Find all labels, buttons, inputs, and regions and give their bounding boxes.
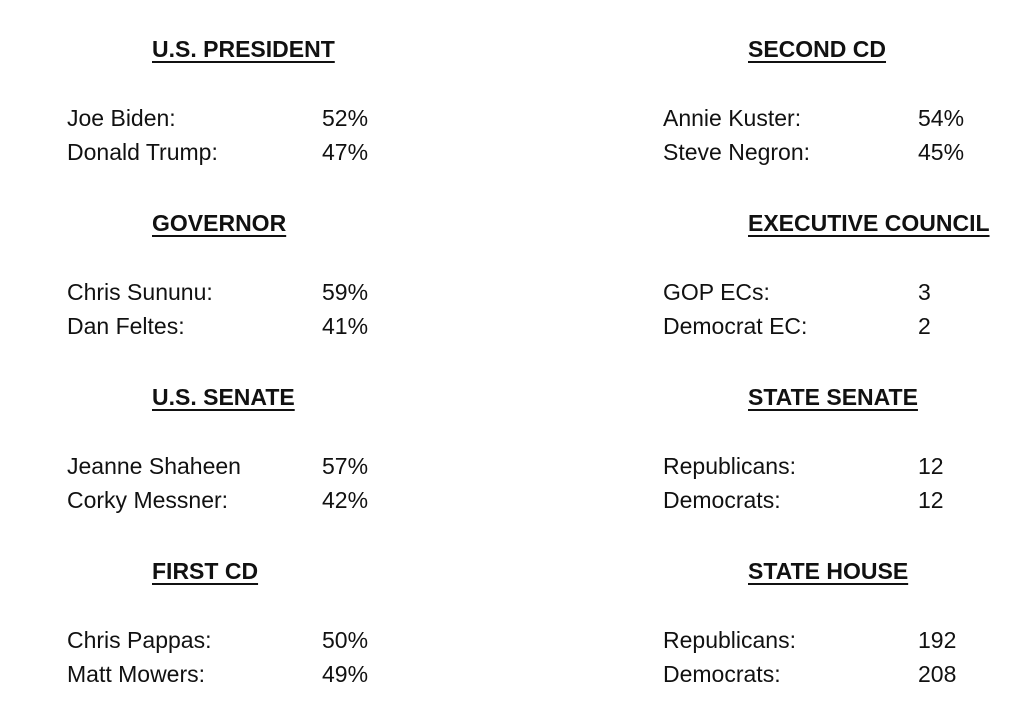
party-name: Democrat EC: bbox=[663, 313, 808, 339]
result-row bbox=[67, 449, 527, 483]
section-title: U.S. PRESIDENT bbox=[152, 36, 335, 62]
section-first-cd bbox=[67, 522, 527, 696]
seat-count: 2 bbox=[918, 313, 931, 339]
result-value: 52% bbox=[322, 105, 369, 131]
section-state-house bbox=[663, 522, 1008, 696]
result-row bbox=[67, 623, 527, 657]
section-title: STATE SENATE bbox=[748, 384, 918, 410]
section-governor bbox=[67, 174, 527, 348]
candidate-name: Steve Negron: bbox=[663, 139, 811, 165]
result-row bbox=[67, 657, 527, 691]
result-row bbox=[67, 309, 527, 343]
result-row bbox=[663, 309, 1008, 343]
section-state-senate bbox=[663, 348, 1008, 522]
section-title: EXECUTIVE COUNCIL bbox=[748, 210, 990, 236]
candidate-name: Donald Trump: bbox=[67, 139, 218, 165]
party-name: Democrats: bbox=[663, 487, 781, 513]
result-row bbox=[663, 275, 1008, 309]
seat-count: 208 bbox=[918, 661, 957, 687]
candidate-name: Jeanne Shaheen bbox=[67, 453, 241, 479]
result-value: 41% bbox=[322, 313, 369, 339]
result-row bbox=[663, 623, 1008, 657]
result-row bbox=[67, 483, 527, 517]
result-value: 57% bbox=[322, 453, 369, 479]
party-name: Democrats: bbox=[663, 661, 781, 687]
section-title: U.S. SENATE bbox=[152, 384, 295, 410]
candidate-name: Corky Messner: bbox=[67, 487, 229, 513]
result-row bbox=[663, 449, 1008, 483]
result-value: 50% bbox=[322, 627, 369, 653]
result-value: 59% bbox=[322, 279, 369, 305]
party-name: Republicans: bbox=[663, 627, 796, 653]
result-row bbox=[663, 101, 1008, 135]
candidate-name: Dan Feltes: bbox=[67, 313, 185, 339]
section-title: FIRST CD bbox=[152, 558, 259, 584]
result-value: 49% bbox=[322, 661, 369, 687]
candidate-name: Chris Sununu: bbox=[67, 279, 213, 305]
section-us-senate bbox=[67, 348, 527, 522]
candidate-name: Joe Biden: bbox=[67, 105, 176, 131]
result-row bbox=[67, 135, 527, 169]
section-title: GOVERNOR bbox=[152, 210, 287, 236]
seat-count: 192 bbox=[918, 627, 957, 653]
section-title: SECOND CD bbox=[748, 36, 887, 62]
result-value: 42% bbox=[322, 487, 369, 513]
section-executive-council bbox=[663, 174, 1008, 348]
candidate-name: Matt Mowers: bbox=[67, 661, 206, 687]
party-name: Republicans: bbox=[663, 453, 796, 479]
seat-count: 12 bbox=[918, 453, 944, 479]
result-value: 47% bbox=[322, 139, 369, 165]
candidate-name: Annie Kuster: bbox=[663, 105, 802, 131]
result-row bbox=[663, 657, 1008, 691]
result-row bbox=[67, 275, 527, 309]
result-row bbox=[663, 135, 1008, 169]
result-value: 54% bbox=[918, 105, 965, 131]
result-row bbox=[67, 101, 527, 135]
seat-count: 12 bbox=[918, 487, 944, 513]
section-us-president bbox=[67, 0, 527, 174]
party-name: GOP ECs: bbox=[663, 279, 770, 305]
result-row bbox=[663, 483, 1008, 517]
section-title: STATE HOUSE bbox=[748, 558, 909, 584]
result-value: 45% bbox=[918, 139, 965, 165]
candidate-name: Chris Pappas: bbox=[67, 627, 212, 653]
section-second-cd bbox=[663, 0, 1008, 174]
seat-count: 3 bbox=[918, 279, 931, 305]
